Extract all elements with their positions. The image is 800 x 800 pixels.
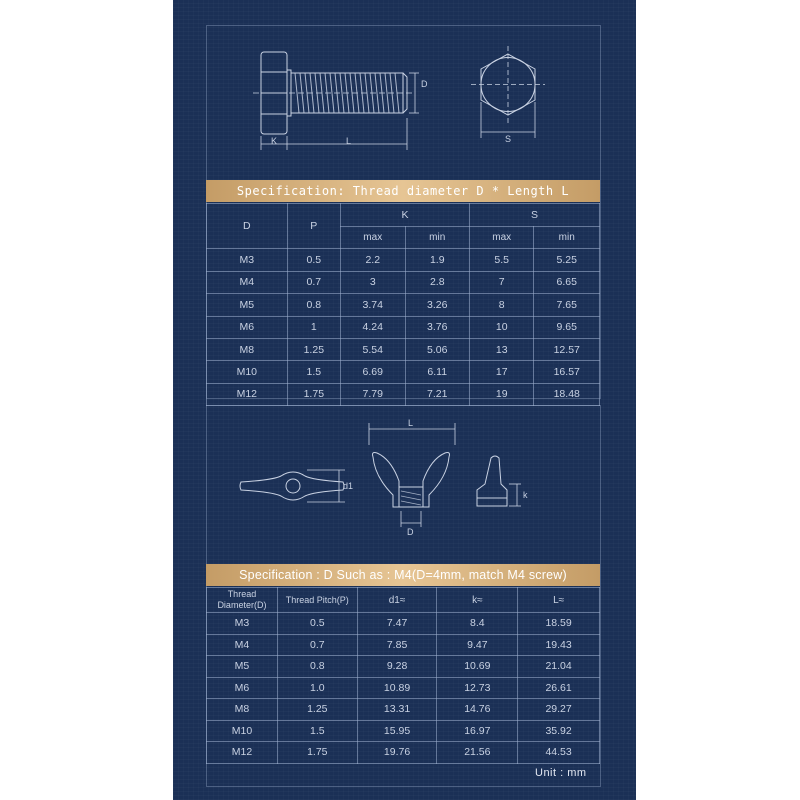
table-cell: 5.5 (469, 249, 533, 271)
table-cell: 0.7 (277, 634, 357, 656)
table-cell: 8 (469, 294, 533, 316)
bolt-spec-table (206, 203, 600, 406)
header-s: S (469, 204, 599, 227)
table-cell: 7.85 (357, 634, 437, 656)
table-cell: 13.31 (357, 699, 437, 721)
spec-banner-bolt: Specification: Thread diameter D * Length L (206, 180, 600, 202)
table-cell: 3 (341, 271, 405, 293)
table-row (207, 720, 600, 742)
table-cell: 1.75 (277, 742, 357, 764)
table-cell: 21.56 (437, 742, 518, 764)
table-cell: 18.59 (518, 613, 600, 635)
table-cell: 0.7 (287, 271, 340, 293)
dim-label-d-wing: D (407, 527, 414, 537)
table-cell: 16.97 (437, 720, 518, 742)
hex-bolt-side-diagram (243, 40, 443, 170)
table-cell: 1.25 (287, 338, 340, 360)
header-l-approx: L≈ (518, 588, 600, 613)
table-cell: 7.21 (405, 383, 469, 405)
table-cell: M5 (207, 656, 278, 678)
table-cell: 3.26 (405, 294, 469, 316)
table-cell: 3.76 (405, 316, 469, 338)
table-cell: 5.06 (405, 338, 469, 360)
table-cell: M3 (207, 249, 288, 271)
table-cell: 19 (469, 383, 533, 405)
table-cell: 2.2 (341, 249, 405, 271)
table-cell: 19.43 (518, 634, 600, 656)
table-cell: M8 (207, 338, 288, 360)
table-row (207, 361, 600, 383)
table-cell: 2.8 (405, 271, 469, 293)
table-row (207, 634, 600, 656)
table-cell: 0.5 (287, 249, 340, 271)
table-row (207, 316, 600, 338)
table-cell: 10.69 (437, 656, 518, 678)
header-thread-line1: Thread (227, 589, 257, 599)
table-cell: 7.79 (341, 383, 405, 405)
table-cell: M6 (207, 677, 278, 699)
table-cell: M5 (207, 294, 288, 316)
header-k-approx: k≈ (437, 588, 518, 613)
table-cell: M12 (207, 742, 278, 764)
table-cell: 9.47 (437, 634, 518, 656)
table-cell: 5.54 (341, 338, 405, 360)
dim-label-l-wing: L (408, 418, 414, 428)
table-row (207, 613, 600, 635)
table-cell: 18.48 (534, 383, 600, 405)
table-row (207, 742, 600, 764)
table-row (207, 699, 600, 721)
header-s-min: min (534, 227, 600, 249)
table-row (207, 271, 600, 293)
table-cell: M10 (207, 361, 288, 383)
table-cell: 6.69 (341, 361, 405, 383)
table-cell: 3.74 (341, 294, 405, 316)
table-cell: 9.65 (534, 316, 600, 338)
table-cell: 13 (469, 338, 533, 360)
header-k: K (341, 204, 470, 227)
table-cell: 5.25 (534, 249, 600, 271)
table-cell: 10 (469, 316, 533, 338)
wingnut-spec-table (206, 587, 600, 764)
table-cell: 6.11 (405, 361, 469, 383)
header-k-max: max (341, 227, 405, 249)
table-cell: M4 (207, 634, 278, 656)
table-cell: M4 (207, 271, 288, 293)
table-cell: 1.9 (405, 249, 469, 271)
table-cell: 4.24 (341, 316, 405, 338)
table-cell: 26.61 (518, 677, 600, 699)
header-thread-diameter (207, 588, 278, 613)
table-row (207, 656, 600, 678)
header-p: P (287, 204, 340, 249)
table-cell: 35.92 (518, 720, 600, 742)
table-cell: 9.28 (357, 656, 437, 678)
table-row (207, 677, 600, 699)
wingnut-spec-rows (207, 613, 600, 764)
dim-label-s: S (505, 134, 512, 144)
table-cell: M12 (207, 383, 288, 405)
table-cell: 19.76 (357, 742, 437, 764)
table-cell: 15.95 (357, 720, 437, 742)
spec-sheet (173, 0, 636, 800)
table-cell: 8.4 (437, 613, 518, 635)
dim-label-d1: d1 (343, 481, 354, 491)
header-thread-line2: Diameter(D) (217, 600, 267, 610)
table-cell: 7.65 (534, 294, 600, 316)
header-thread-pitch: Thread Pitch(P) (277, 588, 357, 613)
table-cell: 1.0 (277, 677, 357, 699)
unit-label: Unit : mm (535, 767, 587, 779)
table-cell: 10.89 (357, 677, 437, 699)
table-cell: 12.57 (534, 338, 600, 360)
dim-label-l: L (346, 136, 352, 146)
dim-label-k-wing: k (523, 490, 528, 500)
table-cell: M6 (207, 316, 288, 338)
table-row (207, 383, 600, 405)
hex-head-top-diagram (463, 40, 553, 150)
table-row (207, 338, 600, 360)
table-row (207, 249, 600, 271)
header-d: D (207, 204, 288, 249)
table-cell: 14.76 (437, 699, 518, 721)
table-cell: M3 (207, 613, 278, 635)
table-cell: M10 (207, 720, 278, 742)
table-cell: 21.04 (518, 656, 600, 678)
table-cell: 1.5 (287, 361, 340, 383)
wingnut-front-diagram (363, 415, 463, 535)
header-s-max: max (469, 227, 533, 249)
table-cell: 1.25 (277, 699, 357, 721)
dim-label-d: D (421, 79, 428, 89)
table-cell: 12.73 (437, 677, 518, 699)
wingnut-side-diagram (473, 448, 543, 528)
wingnut-top-diagram (233, 462, 363, 522)
dim-label-k: K (271, 136, 278, 146)
table-cell: 44.53 (518, 742, 600, 764)
table-cell: M8 (207, 699, 278, 721)
table-cell: 0.5 (277, 613, 357, 635)
table-cell: 0.8 (287, 294, 340, 316)
table-cell: 29.27 (518, 699, 600, 721)
table-cell: 17 (469, 361, 533, 383)
table-cell: 1.5 (277, 720, 357, 742)
table-cell: 1 (287, 316, 340, 338)
table-cell: 16.57 (534, 361, 600, 383)
spec-banner-wingnut: Specification : D Such as : M4(D=4mm, match M4 screw) (206, 564, 600, 586)
table-cell: 7 (469, 271, 533, 293)
table-cell: 0.8 (277, 656, 357, 678)
table-cell: 1.75 (287, 383, 340, 405)
table-cell: 7.47 (357, 613, 437, 635)
table-cell: 6.65 (534, 271, 600, 293)
header-k-min: min (405, 227, 469, 249)
table-row (207, 294, 600, 316)
header-d1: d1≈ (357, 588, 437, 613)
bolt-spec-rows (207, 249, 600, 406)
